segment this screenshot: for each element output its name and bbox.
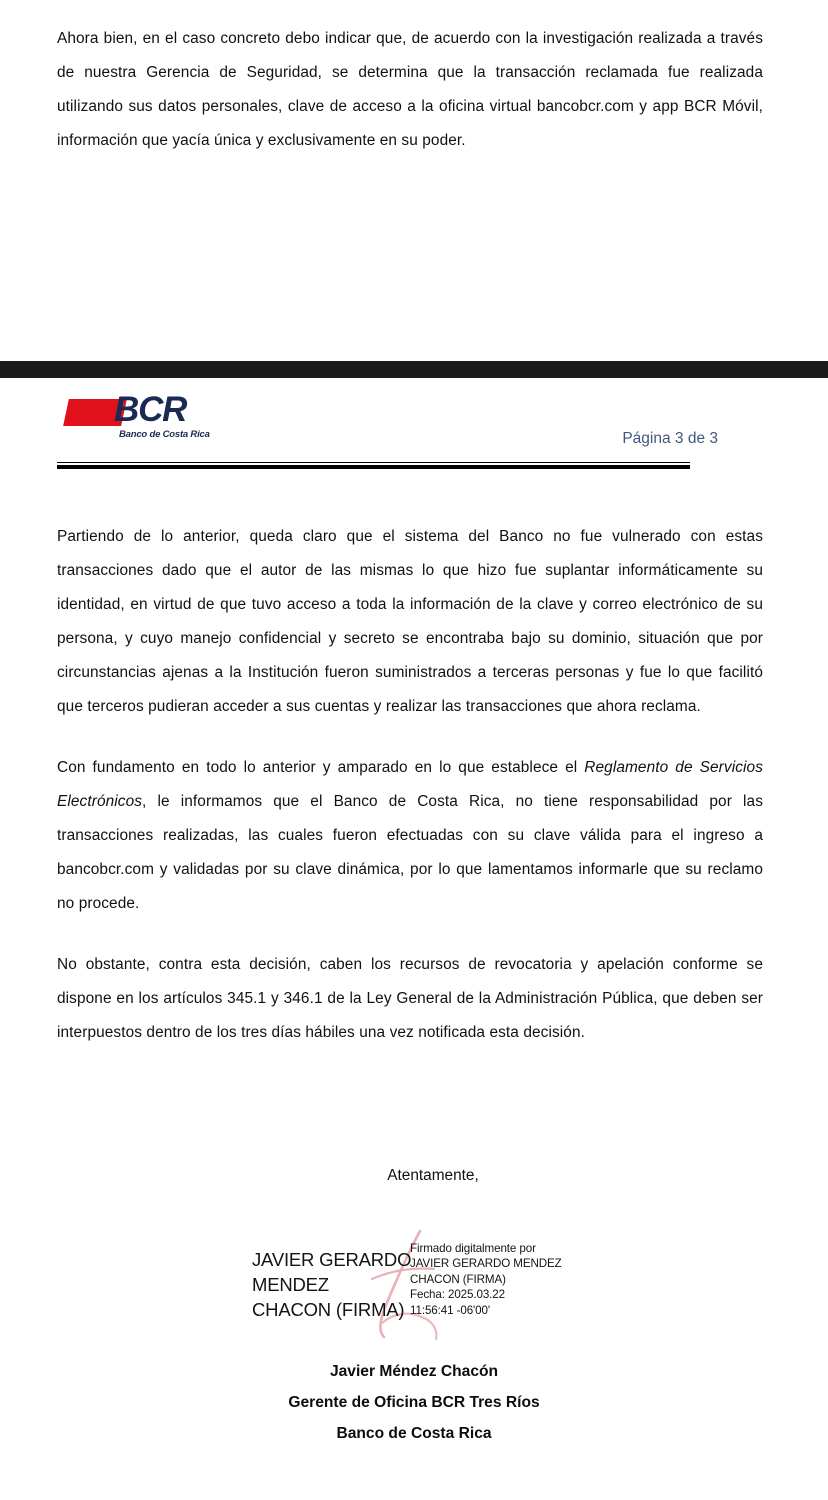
signature-meta-line-1: Firmado digitalmente por: [410, 1242, 536, 1255]
header-divider-thick-line: [57, 465, 690, 469]
signature-stamp-name-line-2: MENDEZ: [252, 1274, 329, 1295]
closing-salutation: Atentamente,: [387, 1167, 479, 1184]
signature-stamp-name: [252, 1247, 412, 1322]
signer-identity: [0, 1356, 828, 1449]
closing-salutation-row: [0, 1167, 828, 1185]
signature-meta-date: Fecha: 2025.03.22: [410, 1288, 505, 1302]
paragraph-with-citation: [57, 751, 763, 921]
page-header: [0, 378, 828, 508]
scanned-page-bottom: [0, 378, 828, 1500]
paragraph: Ahora bien, en el caso concreto debo indicar que, de acuerdo con la investigación realizada a través de nuestra Gerencia de Seguridad, se determina que la transacción reclamada fue realizada utilizando sus datos personales, clave de acceso a la oficina virtual bancobcr.com y app BCR Móvil, información que yacía única y exclusivamente en su poder.: [57, 30, 763, 149]
paragraph: No obstante, contra esta decisión, caben los recursos de revocatoria y apelación conforme se dispone en los artículos 345.1 y 346.1 de la Ley General de la Administración Pública, que deben ser interpuestos dentro de los tres días hábiles una vez notificada esta decisión.: [57, 956, 763, 1041]
page-bottom-body: [57, 520, 763, 1050]
signature-metadata: [410, 1241, 590, 1318]
signature-meta-time: 11:56:41 -06'00': [410, 1303, 490, 1317]
logo-wordmark: BCR: [114, 390, 187, 429]
page-number: Página 3 de 3: [622, 430, 718, 447]
signer-organization: Banco de Costa Rica: [336, 1425, 492, 1442]
logo-tagline: Banco de Costa Rica: [119, 429, 210, 440]
signature-stamp-name-line-1: JAVIER GERARDO: [252, 1249, 412, 1270]
header-divider-thin-line: [57, 462, 690, 463]
paragraph-lead: Con fundamento en todo lo anterior y amparado en lo que establece el: [57, 759, 585, 776]
page-top-body: [57, 22, 763, 158]
paragraph: Partiendo de lo anterior, queda claro que el sistema del Banco no fue vulnerado con estas transacciones dado que el autor de las mismas lo que hizo fue suplantar informáticamente su identidad, en virtud de que tuvo acceso a toda la información de la clave y correo electrónico de su persona, y cuyo manejo confidencial y secreto se encontraba bajo su dominio, situación que por circunstancias ajenas a la Institución fueron suministrados a terceras personas y fue lo que facilitó que terceros pudieran acceder a sus cuentas y realizar las transacciones que ahora reclama.: [57, 528, 763, 715]
bcr-logo: [66, 390, 210, 446]
signer-name: Javier Méndez Chacón: [329, 1363, 499, 1380]
signer-role: Gerente de Oficina BCR Tres Ríos: [288, 1394, 540, 1411]
paragraph-tail: , le informamos que el Banco de Costa Rica, no tiene responsabilidad por las transacciones realizadas, las cuales fueron efectuadas con su clave válida para el ingreso a bancobcr.com y validadas por su clave dinámica, por lo que lamentamos informarle que su reclamo no procede.: [57, 793, 763, 912]
signature-stamp-name-line-3: CHACON (FIRMA): [252, 1299, 405, 1320]
signature-meta-line-2: JAVIER GERARDO MENDEZ: [410, 1257, 562, 1271]
digital-signature-stamp: [252, 1233, 582, 1338]
scanned-page-top: [0, 0, 828, 361]
regulation-title: Reglamento de Servicios Electrónicos: [57, 759, 763, 810]
header-divider: [57, 462, 690, 469]
signature-meta-line-3: CHACON (FIRMA): [410, 1272, 506, 1286]
page-separator-band: [0, 361, 828, 378]
